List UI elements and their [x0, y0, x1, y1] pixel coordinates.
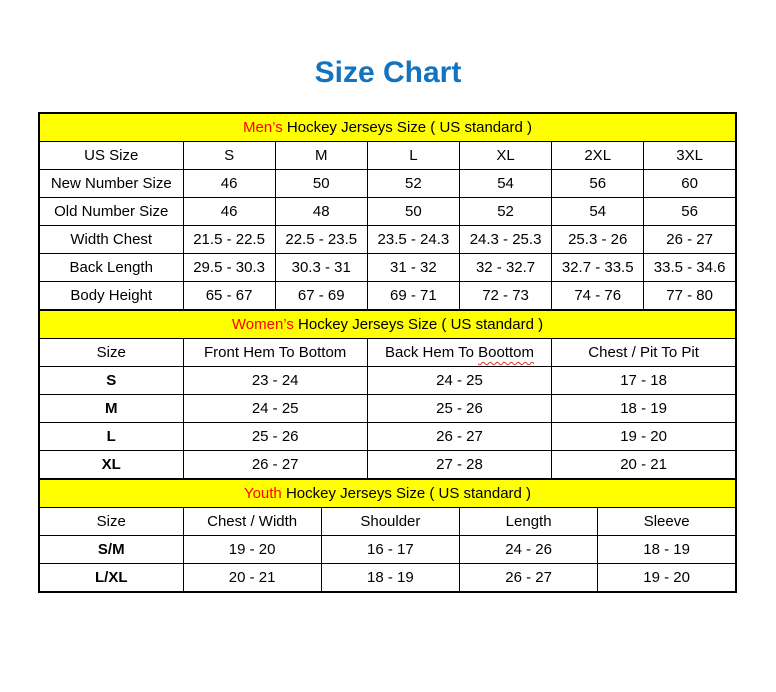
- womens-value-cell: 25 - 26: [183, 423, 367, 451]
- mens-value-cell: 54: [552, 198, 644, 226]
- mens-column-header: US Size: [39, 142, 183, 170]
- mens-value-cell: 21.5 - 22.5: [183, 226, 275, 254]
- mens-value-cell: 30.3 - 31: [275, 254, 367, 282]
- mens-value-cell: 23.5 - 24.3: [367, 226, 459, 254]
- mens-value-cell: 54: [459, 170, 551, 198]
- mens-banner-accent: Men’s: [242, 119, 283, 136]
- mens-value-cell: 32.7 - 33.5: [552, 254, 644, 282]
- table-row: [39, 170, 736, 198]
- womens-row-label: XL: [39, 451, 183, 480]
- mens-value-cell: 56: [552, 170, 644, 198]
- youth-value-cell: 19 - 20: [598, 564, 736, 593]
- section-banner-row: [39, 310, 736, 339]
- womens-size-table: [38, 309, 737, 480]
- mens-value-cell: 72 - 73: [459, 282, 551, 311]
- mens-value-cell: 65 - 67: [183, 282, 275, 311]
- column-header-text: Back Hem To: [385, 344, 479, 361]
- size-chart-document: [0, 56, 776, 593]
- youth-value-cell: 18 - 19: [321, 564, 459, 593]
- womens-row-label: S: [39, 367, 183, 395]
- womens-value-cell: 19 - 20: [552, 423, 736, 451]
- size-tables: [38, 112, 737, 593]
- youth-row-label: L/XL: [39, 564, 183, 593]
- mens-value-cell: 56: [644, 198, 736, 226]
- table-row: [39, 198, 736, 226]
- mens-value-cell: 24.3 - 25.3: [459, 226, 551, 254]
- mens-value-cell: 22.5 - 23.5: [275, 226, 367, 254]
- womens-value-cell: 17 - 18: [552, 367, 736, 395]
- mens-value-cell: 69 - 71: [367, 282, 459, 311]
- section-banner-row: [39, 479, 736, 508]
- mens-value-cell: 52: [367, 170, 459, 198]
- womens-row-label: L: [39, 423, 183, 451]
- womens-banner-accent: Women’s: [231, 316, 294, 333]
- womens-column-header: Front Hem To Bottom: [183, 339, 367, 367]
- womens-column-header: Chest / Pit To Pit: [552, 339, 736, 367]
- mens-value-cell: 46: [183, 198, 275, 226]
- mens-column-header: M: [275, 142, 367, 170]
- youth-value-cell: 16 - 17: [321, 536, 459, 564]
- mens-value-cell: 32 - 32.7: [459, 254, 551, 282]
- column-header-row: [39, 508, 736, 536]
- table-row: [39, 367, 736, 395]
- table-row: [39, 254, 736, 282]
- mens-row-label: New Number Size: [39, 170, 183, 198]
- section-banner-row: [39, 113, 736, 142]
- mens-row-label: Old Number Size: [39, 198, 183, 226]
- womens-value-cell: 26 - 27: [367, 423, 551, 451]
- womens-value-cell: 18 - 19: [552, 395, 736, 423]
- mens-column-header: 2XL: [552, 142, 644, 170]
- womens-section-banner: [39, 310, 736, 339]
- womens-value-cell: 24 - 25: [367, 367, 551, 395]
- mens-value-cell: 50: [367, 198, 459, 226]
- table-row: [39, 564, 736, 593]
- womens-banner-text: Hockey Jerseys Size ( US standard ): [293, 316, 544, 333]
- youth-section-banner: [39, 479, 736, 508]
- table-row: [39, 536, 736, 564]
- youth-value-cell: 24 - 26: [460, 536, 598, 564]
- column-header-row: [39, 142, 736, 170]
- youth-value-cell: 19 - 20: [183, 536, 321, 564]
- table-row: [39, 423, 736, 451]
- youth-column-header: Length: [460, 508, 598, 536]
- page-title: Size Chart: [314, 56, 462, 89]
- table-row: [39, 451, 736, 480]
- mens-value-cell: 25.3 - 26: [552, 226, 644, 254]
- mens-value-cell: 33.5 - 34.6: [644, 254, 736, 282]
- mens-column-header: L: [367, 142, 459, 170]
- mens-banner-text: Hockey Jerseys Size ( US standard ): [282, 119, 532, 136]
- womens-value-cell: 23 - 24: [183, 367, 367, 395]
- youth-column-header: Size: [39, 508, 183, 536]
- youth-value-cell: 18 - 19: [598, 536, 736, 564]
- table-row: [39, 395, 736, 423]
- mens-value-cell: 52: [459, 198, 551, 226]
- mens-row-label: Width Chest: [39, 226, 183, 254]
- youth-size-table: [38, 478, 737, 593]
- womens-value-cell: 20 - 21: [552, 451, 736, 480]
- youth-value-cell: 20 - 21: [183, 564, 321, 593]
- mens-value-cell: 50: [275, 170, 367, 198]
- mens-column-header: S: [183, 142, 275, 170]
- womens-column-header: [367, 339, 551, 367]
- table-row: [39, 282, 736, 311]
- mens-value-cell: 67 - 69: [275, 282, 367, 311]
- womens-value-cell: 26 - 27: [183, 451, 367, 480]
- youth-column-header: Shoulder: [321, 508, 459, 536]
- mens-column-header: XL: [459, 142, 551, 170]
- youth-column-header: Sleeve: [598, 508, 736, 536]
- column-header-row: [39, 339, 736, 367]
- mens-section-banner: [39, 113, 736, 142]
- mens-row-label: Body Height: [39, 282, 183, 311]
- womens-value-cell: 27 - 28: [367, 451, 551, 480]
- youth-banner-accent: Youth: [243, 485, 282, 502]
- mens-value-cell: 46: [183, 170, 275, 198]
- mens-column-header: 3XL: [644, 142, 736, 170]
- mens-value-cell: 60: [644, 170, 736, 198]
- mens-value-cell: 77 - 80: [644, 282, 736, 311]
- womens-value-cell: 25 - 26: [367, 395, 551, 423]
- mens-value-cell: 31 - 32: [367, 254, 459, 282]
- mens-value-cell: 26 - 27: [644, 226, 736, 254]
- mens-size-table: [38, 112, 737, 311]
- mens-value-cell: 29.5 - 30.3: [183, 254, 275, 282]
- mens-value-cell: 74 - 76: [552, 282, 644, 311]
- youth-row-label: S/M: [39, 536, 183, 564]
- womens-column-header: Size: [39, 339, 183, 367]
- mens-value-cell: 48: [275, 198, 367, 226]
- table-row: [39, 226, 736, 254]
- youth-value-cell: 26 - 27: [460, 564, 598, 593]
- womens-row-label: M: [39, 395, 183, 423]
- misspelled-word-squiggle: Boottom: [478, 344, 534, 361]
- womens-value-cell: 24 - 25: [183, 395, 367, 423]
- mens-row-label: Back Length: [39, 254, 183, 282]
- youth-banner-text: Hockey Jerseys Size ( US standard ): [281, 485, 532, 502]
- youth-column-header: Chest / Width: [183, 508, 321, 536]
